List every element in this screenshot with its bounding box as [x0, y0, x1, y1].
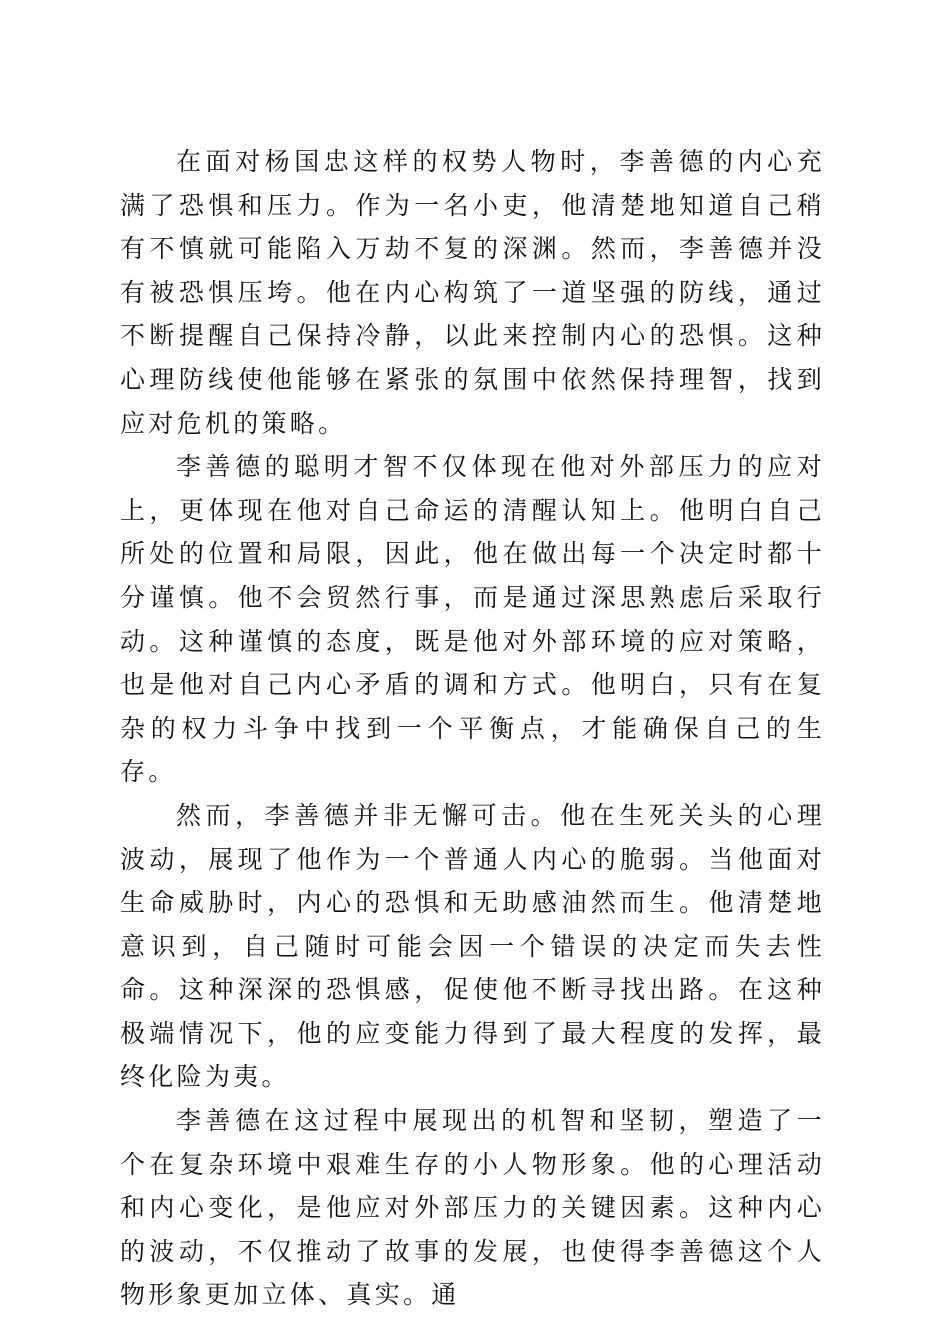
paragraph-1: 在面对杨国忠这样的权势人物时，李善德的内心充满了恐惧和压力。作为一名小吏，他清楚地知道自己稍有不慎就可能陷入万劫不复的深渊。然而，李善德并没有被恐惧压垮。他在内心构筑了一道坚强的防线，通过不断提醒自己保持冷静，以此来控制内心的恐惧。这种心理防线使他能够在紧张的氛围中依然保持理智，找到应对危机的策略。	[120, 147, 825, 438]
paragraph-2: 李善德的聪明才智不仅体现在他对外部压力的应对上，更体现在他对自己命运的清醒认知上。他明白自己所处的位置和局限，因此，他在做出每一个决定时都十分谨慎。他不会贸然行事，而是通过深思熟虑后采取行动。这种谨慎的态度，既是他对外部环境的应对策略，也是他对自己内心矛盾的调和方式。他明白，只有在复杂的权力斗争中找到一个平衡点，才能确保自己的生存。	[120, 452, 825, 787]
paragraph-4: 李善德在这过程中展现出的机智和坚韧，塑造了一个在复杂环境中艰难生存的小人物形象。他的心理活动和内心变化，是他应对外部压力的关键因素。这种内心的波动，不仅推动了故事的发展，也使得李善德这个人物形象更加立体、真实。通	[120, 1106, 825, 1310]
paragraph-3: 然而，李善德并非无懈可击。他在生死关头的心理波动，展现了他作为一个普通人内心的脆弱。当他面对生命威胁时，内心的恐惧和无助感油然而生。他清楚地意识到，自己随时可能会因一个错误的决定而失去性命。这种深深的恐惧感，促使他不断寻找出路。在这种极端情况下，他的应变能力得到了最大程度的发挥，最终化险为夷。	[120, 800, 825, 1092]
document-page	[120, 140, 825, 1317]
